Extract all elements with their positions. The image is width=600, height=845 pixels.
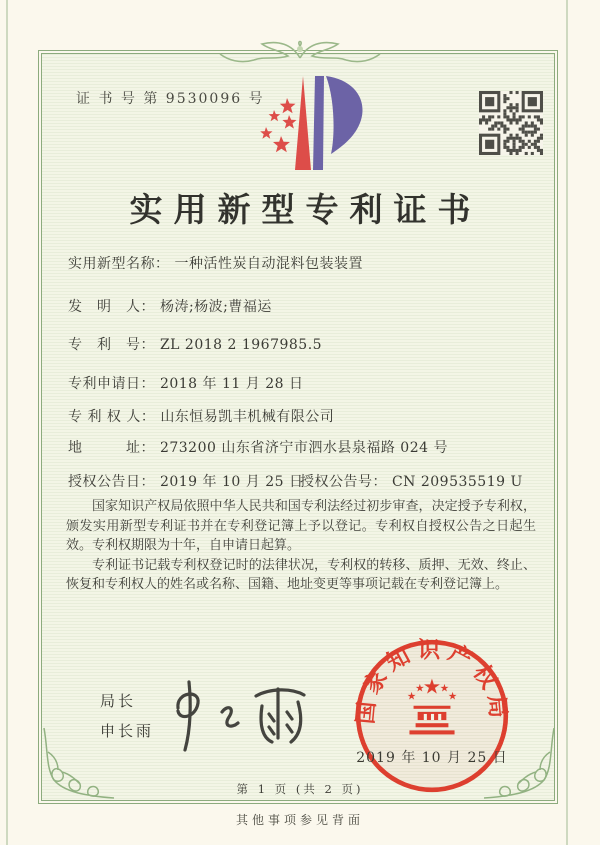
field-label: 实用新型名称： [68,256,170,272]
top-flourish-ornament [200,36,400,66]
field-label: 专 利 号： [68,337,155,353]
field-patentee [68,406,334,426]
field-value: 一种活性炭自动混料包装装置 [174,256,363,272]
field-value: CN 209535519 U [391,474,523,490]
svg-text:★: ★ [447,690,458,703]
legal-paragraph-1: 国家知识产权局依照中华人民共和国专利法经过初步审查，决定授予专利权，颁发实用新型专利证书并在专利登记簿上予以登记。专利权自授权公告之日起生效。专利权期限为十年，自申请日起算。 [66,499,536,553]
ornament-center-dot [297,46,303,52]
scan-edge-left [6,0,8,845]
scan-edge-right [566,0,568,845]
legal-text-block [66,497,536,595]
seal-date: 2019 年 10 月 25 日 [356,750,508,766]
svg-text:★: ★ [415,682,425,695]
logo-star [269,110,281,121]
signature-shen-changyu [150,676,330,761]
logo-red-spike [295,76,311,170]
field-address [68,437,448,457]
field-patent-number [68,334,322,354]
field-value: ZL 2018 2 1967985.5 [159,337,323,353]
field-value: 山东恒易凯丰机械有限公司 [160,409,335,425]
field-value: 杨涛;杨波;曹福运 [159,299,272,315]
official-seal [350,634,514,798]
field-value: 273200 山东省济宁市泗水县泉福路 024 号 [159,440,448,456]
page-number: 第 1 页 (共 2 页) [236,782,364,796]
field-label: 授权公告号： [300,474,387,490]
cnipa-logo [243,70,371,185]
logo-star [280,98,296,113]
field-value: 2019 年 10 月 25 日 [159,474,304,490]
field-label: 授权公告日： [68,474,155,490]
seal-text: 国家知识产权局 [352,637,512,726]
logo-purple-bar [313,76,324,170]
logo-star [260,127,272,139]
field-label: 专 利 权 人： [68,409,156,425]
signer-name: 申长雨 [100,722,155,740]
logo-star [273,136,290,152]
field-label: 地 址： [68,440,155,456]
svg-text:★: ★ [439,682,449,695]
qr-code [479,91,543,155]
signer-title: 局长 [100,692,137,710]
field-grant-number [300,471,523,491]
field-filing-date [68,373,303,393]
logo-purple-p-bowl [326,76,363,154]
field-inventors [68,296,272,316]
logo-star [282,115,296,129]
field-grant-date [68,471,523,491]
svg-text:★: ★ [406,690,417,703]
svg-text:★: ★ [422,674,442,699]
field-utility-model-name [68,253,363,273]
field-value: 2018 年 11 月 28 日 [159,376,304,392]
certificate-title: 实用新型专利证书 [129,190,482,229]
field-label: 专利申请日： [68,376,155,392]
legal-paragraph-2: 专利证书记载专利权登记时的法律状况，专利权的转移、质押、无效、终止、恢复和专利权人的姓名或名称、国籍、地址变更等事项记载在专利登记簿上。 [66,557,536,592]
field-label: 发 明 人： [68,299,155,315]
back-side-note: 其他事项参见背面 [235,813,364,827]
certificate-number: 证 书 号 第 9530096 号 [76,91,265,107]
